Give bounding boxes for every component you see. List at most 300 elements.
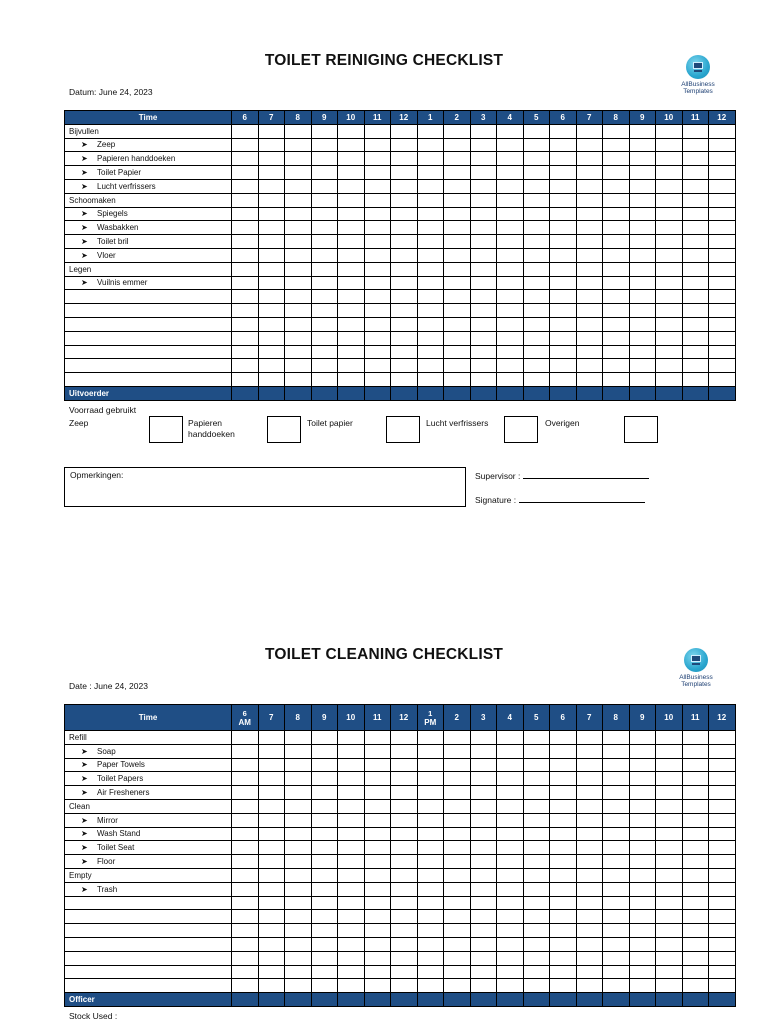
check-cell[interactable] [364, 799, 391, 813]
performer-cell[interactable] [709, 993, 736, 1007]
check-cell[interactable] [550, 910, 577, 924]
check-cell[interactable] [629, 758, 656, 772]
check-cell[interactable] [523, 221, 550, 235]
check-cell[interactable] [364, 290, 391, 304]
check-cell[interactable] [285, 951, 312, 965]
check-cell[interactable] [603, 882, 630, 896]
check-cell[interactable] [550, 331, 577, 345]
check-cell[interactable] [391, 124, 418, 138]
check-cell[interactable] [682, 235, 709, 249]
check-cell[interactable] [444, 262, 471, 276]
check-cell[interactable] [550, 193, 577, 207]
check-cell[interactable] [338, 276, 365, 290]
check-cell[interactable] [444, 786, 471, 800]
check-cell[interactable] [682, 979, 709, 993]
check-cell[interactable] [656, 965, 683, 979]
check-cell[interactable] [709, 951, 736, 965]
check-cell[interactable] [311, 868, 338, 882]
check-cell[interactable] [311, 138, 338, 152]
check-cell[interactable] [311, 799, 338, 813]
check-cell[interactable] [232, 937, 259, 951]
check-cell[interactable] [523, 786, 550, 800]
check-cell[interactable] [311, 813, 338, 827]
check-cell[interactable] [417, 924, 444, 938]
check-cell[interactable] [709, 373, 736, 387]
check-cell[interactable] [656, 262, 683, 276]
check-cell[interactable] [497, 882, 524, 896]
check-cell[interactable] [470, 841, 497, 855]
check-cell[interactable] [709, 166, 736, 180]
check-cell[interactable] [656, 758, 683, 772]
check-cell[interactable] [258, 786, 285, 800]
check-cell[interactable] [682, 951, 709, 965]
check-cell[interactable] [391, 924, 418, 938]
check-cell[interactable] [656, 235, 683, 249]
check-cell[interactable] [232, 758, 259, 772]
check-cell[interactable] [550, 207, 577, 221]
check-cell[interactable] [232, 317, 259, 331]
check-cell[interactable] [444, 979, 471, 993]
check-cell[interactable] [682, 345, 709, 359]
performer-cell[interactable] [523, 993, 550, 1007]
check-cell[interactable] [629, 772, 656, 786]
check-cell[interactable] [682, 896, 709, 910]
performer-cell[interactable] [656, 993, 683, 1007]
check-cell[interactable] [232, 799, 259, 813]
check-cell[interactable] [576, 166, 603, 180]
check-cell[interactable] [470, 179, 497, 193]
performer-cell[interactable] [311, 993, 338, 1007]
check-cell[interactable] [470, 290, 497, 304]
check-cell[interactable] [444, 924, 471, 938]
check-cell[interactable] [364, 331, 391, 345]
check-cell[interactable] [709, 813, 736, 827]
check-cell[interactable] [338, 221, 365, 235]
check-cell[interactable] [497, 758, 524, 772]
check-cell[interactable] [417, 166, 444, 180]
check-cell[interactable] [576, 304, 603, 318]
check-cell[interactable] [258, 373, 285, 387]
check-cell[interactable] [338, 758, 365, 772]
check-cell[interactable] [258, 965, 285, 979]
check-cell[interactable] [391, 841, 418, 855]
performer-cell[interactable] [629, 386, 656, 400]
check-cell[interactable] [656, 193, 683, 207]
check-cell[interactable] [497, 317, 524, 331]
check-cell[interactable] [417, 373, 444, 387]
check-cell[interactable] [603, 124, 630, 138]
performer-cell[interactable] [391, 993, 418, 1007]
check-cell[interactable] [311, 965, 338, 979]
check-cell[interactable] [285, 290, 312, 304]
check-cell[interactable] [285, 731, 312, 745]
check-cell[interactable] [311, 179, 338, 193]
check-cell[interactable] [550, 166, 577, 180]
check-cell[interactable] [603, 248, 630, 262]
check-cell[interactable] [497, 207, 524, 221]
check-cell[interactable] [444, 813, 471, 827]
check-cell[interactable] [497, 152, 524, 166]
check-cell[interactable] [285, 841, 312, 855]
check-cell[interactable] [709, 331, 736, 345]
check-cell[interactable] [232, 304, 259, 318]
check-cell[interactable] [682, 744, 709, 758]
check-cell[interactable] [629, 868, 656, 882]
check-cell[interactable] [232, 896, 259, 910]
check-cell[interactable] [603, 827, 630, 841]
check-cell[interactable] [417, 937, 444, 951]
check-cell[interactable] [285, 799, 312, 813]
check-cell[interactable] [550, 799, 577, 813]
check-cell[interactable] [391, 731, 418, 745]
check-cell[interactable] [682, 262, 709, 276]
check-cell[interactable] [232, 248, 259, 262]
check-cell[interactable] [576, 979, 603, 993]
check-cell[interactable] [338, 827, 365, 841]
check-cell[interactable] [576, 248, 603, 262]
check-cell[interactable] [470, 882, 497, 896]
check-cell[interactable] [258, 924, 285, 938]
check-cell[interactable] [444, 910, 471, 924]
check-cell[interactable] [258, 744, 285, 758]
check-cell[interactable] [232, 152, 259, 166]
check-cell[interactable] [391, 207, 418, 221]
performer-cell[interactable] [338, 993, 365, 1007]
stock-box-toilet-papier[interactable] [386, 416, 420, 443]
check-cell[interactable] [523, 841, 550, 855]
check-cell[interactable] [470, 979, 497, 993]
check-cell[interactable] [629, 152, 656, 166]
check-cell[interactable] [285, 924, 312, 938]
check-cell[interactable] [338, 331, 365, 345]
check-cell[interactable] [550, 965, 577, 979]
check-cell[interactable] [232, 138, 259, 152]
check-cell[interactable] [497, 965, 524, 979]
check-cell[interactable] [338, 193, 365, 207]
check-cell[interactable] [470, 331, 497, 345]
check-cell[interactable] [232, 207, 259, 221]
check-cell[interactable] [391, 193, 418, 207]
check-cell[interactable] [550, 248, 577, 262]
check-cell[interactable] [364, 124, 391, 138]
check-cell[interactable] [417, 758, 444, 772]
check-cell[interactable] [629, 799, 656, 813]
check-cell[interactable] [550, 373, 577, 387]
check-cell[interactable] [576, 221, 603, 235]
supervisor-field[interactable] [475, 470, 649, 481]
check-cell[interactable] [523, 799, 550, 813]
check-cell[interactable] [656, 345, 683, 359]
check-cell[interactable] [417, 868, 444, 882]
check-cell[interactable] [497, 373, 524, 387]
check-cell[interactable] [497, 248, 524, 262]
check-cell[interactable] [470, 345, 497, 359]
check-cell[interactable] [258, 799, 285, 813]
check-cell[interactable] [444, 731, 471, 745]
check-cell[interactable] [232, 910, 259, 924]
check-cell[interactable] [656, 359, 683, 373]
check-cell[interactable] [258, 276, 285, 290]
check-cell[interactable] [523, 827, 550, 841]
check-cell[interactable] [682, 124, 709, 138]
check-cell[interactable] [391, 304, 418, 318]
check-cell[interactable] [285, 772, 312, 786]
check-cell[interactable] [682, 248, 709, 262]
performer-cell[interactable] [470, 993, 497, 1007]
check-cell[interactable] [550, 924, 577, 938]
check-cell[interactable] [258, 772, 285, 786]
check-cell[interactable] [285, 221, 312, 235]
check-cell[interactable] [603, 193, 630, 207]
check-cell[interactable] [603, 896, 630, 910]
check-cell[interactable] [629, 317, 656, 331]
check-cell[interactable] [232, 882, 259, 896]
check-cell[interactable] [285, 276, 312, 290]
check-cell[interactable] [391, 910, 418, 924]
check-cell[interactable] [311, 924, 338, 938]
check-cell[interactable] [391, 359, 418, 373]
check-cell[interactable] [391, 345, 418, 359]
check-cell[interactable] [603, 262, 630, 276]
check-cell[interactable] [709, 731, 736, 745]
check-cell[interactable] [258, 317, 285, 331]
check-cell[interactable] [285, 896, 312, 910]
check-cell[interactable] [576, 937, 603, 951]
check-cell[interactable] [470, 152, 497, 166]
check-cell[interactable] [682, 193, 709, 207]
check-cell[interactable] [232, 951, 259, 965]
check-cell[interactable] [709, 758, 736, 772]
check-cell[interactable] [576, 813, 603, 827]
check-cell[interactable] [417, 799, 444, 813]
check-cell[interactable] [258, 910, 285, 924]
check-cell[interactable] [338, 855, 365, 869]
check-cell[interactable] [444, 359, 471, 373]
check-cell[interactable] [444, 290, 471, 304]
check-cell[interactable] [682, 152, 709, 166]
check-cell[interactable] [709, 152, 736, 166]
check-cell[interactable] [285, 813, 312, 827]
check-cell[interactable] [629, 841, 656, 855]
check-cell[interactable] [285, 207, 312, 221]
check-cell[interactable] [364, 235, 391, 249]
check-cell[interactable] [682, 855, 709, 869]
check-cell[interactable] [497, 138, 524, 152]
check-cell[interactable] [258, 731, 285, 745]
check-cell[interactable] [470, 304, 497, 318]
check-cell[interactable] [497, 193, 524, 207]
check-cell[interactable] [656, 855, 683, 869]
check-cell[interactable] [470, 937, 497, 951]
check-cell[interactable] [709, 799, 736, 813]
check-cell[interactable] [338, 896, 365, 910]
check-cell[interactable] [258, 813, 285, 827]
check-cell[interactable] [629, 290, 656, 304]
check-cell[interactable] [470, 799, 497, 813]
check-cell[interactable] [603, 924, 630, 938]
check-cell[interactable] [417, 786, 444, 800]
check-cell[interactable] [338, 813, 365, 827]
check-cell[interactable] [232, 924, 259, 938]
check-cell[interactable] [629, 138, 656, 152]
performer-cell[interactable] [364, 993, 391, 1007]
check-cell[interactable] [550, 744, 577, 758]
check-cell[interactable] [258, 290, 285, 304]
check-cell[interactable] [258, 124, 285, 138]
check-cell[interactable] [285, 855, 312, 869]
check-cell[interactable] [709, 896, 736, 910]
check-cell[interactable] [417, 193, 444, 207]
check-cell[interactable] [682, 731, 709, 745]
check-cell[interactable] [311, 758, 338, 772]
check-cell[interactable] [285, 910, 312, 924]
check-cell[interactable] [364, 855, 391, 869]
check-cell[interactable] [550, 882, 577, 896]
check-cell[interactable] [364, 772, 391, 786]
check-cell[interactable] [232, 868, 259, 882]
check-cell[interactable] [311, 772, 338, 786]
check-cell[interactable] [364, 193, 391, 207]
check-cell[interactable] [656, 221, 683, 235]
check-cell[interactable] [311, 221, 338, 235]
check-cell[interactable] [338, 373, 365, 387]
check-cell[interactable] [523, 855, 550, 869]
check-cell[interactable] [364, 896, 391, 910]
check-cell[interactable] [709, 979, 736, 993]
check-cell[interactable] [603, 731, 630, 745]
check-cell[interactable] [470, 317, 497, 331]
check-cell[interactable] [497, 276, 524, 290]
check-cell[interactable] [285, 965, 312, 979]
check-cell[interactable] [523, 896, 550, 910]
check-cell[interactable] [391, 965, 418, 979]
check-cell[interactable] [338, 207, 365, 221]
check-cell[interactable] [311, 744, 338, 758]
check-cell[interactable] [497, 841, 524, 855]
check-cell[interactable] [311, 262, 338, 276]
check-cell[interactable] [629, 979, 656, 993]
check-cell[interactable] [682, 317, 709, 331]
check-cell[interactable] [470, 827, 497, 841]
check-cell[interactable] [470, 813, 497, 827]
check-cell[interactable] [550, 345, 577, 359]
check-cell[interactable] [523, 924, 550, 938]
check-cell[interactable] [311, 166, 338, 180]
check-cell[interactable] [470, 276, 497, 290]
check-cell[interactable] [470, 166, 497, 180]
check-cell[interactable] [629, 262, 656, 276]
check-cell[interactable] [576, 124, 603, 138]
check-cell[interactable] [417, 207, 444, 221]
check-cell[interactable] [444, 373, 471, 387]
check-cell[interactable] [232, 786, 259, 800]
check-cell[interactable] [417, 304, 444, 318]
stock-box-lucht-verfrissers[interactable] [504, 416, 538, 443]
check-cell[interactable] [364, 910, 391, 924]
check-cell[interactable] [232, 345, 259, 359]
check-cell[interactable] [444, 138, 471, 152]
check-cell[interactable] [629, 786, 656, 800]
check-cell[interactable] [550, 979, 577, 993]
check-cell[interactable] [523, 868, 550, 882]
check-cell[interactable] [682, 910, 709, 924]
check-cell[interactable] [497, 868, 524, 882]
check-cell[interactable] [417, 179, 444, 193]
check-cell[interactable] [232, 731, 259, 745]
check-cell[interactable] [629, 179, 656, 193]
check-cell[interactable] [338, 166, 365, 180]
check-cell[interactable] [576, 262, 603, 276]
check-cell[interactable] [311, 331, 338, 345]
check-cell[interactable] [364, 317, 391, 331]
check-cell[interactable] [285, 345, 312, 359]
check-cell[interactable] [497, 290, 524, 304]
check-cell[interactable] [682, 799, 709, 813]
check-cell[interactable] [523, 772, 550, 786]
check-cell[interactable] [629, 166, 656, 180]
check-cell[interactable] [550, 290, 577, 304]
check-cell[interactable] [523, 813, 550, 827]
check-cell[interactable] [550, 317, 577, 331]
performer-cell[interactable] [629, 993, 656, 1007]
check-cell[interactable] [391, 882, 418, 896]
performer-cell[interactable] [338, 386, 365, 400]
check-cell[interactable] [258, 221, 285, 235]
check-cell[interactable] [417, 124, 444, 138]
performer-cell[interactable] [232, 386, 259, 400]
check-cell[interactable] [311, 855, 338, 869]
check-cell[interactable] [364, 744, 391, 758]
check-cell[interactable] [391, 166, 418, 180]
check-cell[interactable] [709, 841, 736, 855]
check-cell[interactable] [285, 868, 312, 882]
check-cell[interactable] [338, 304, 365, 318]
check-cell[interactable] [470, 193, 497, 207]
check-cell[interactable] [444, 317, 471, 331]
check-cell[interactable] [391, 813, 418, 827]
check-cell[interactable] [682, 207, 709, 221]
check-cell[interactable] [497, 910, 524, 924]
check-cell[interactable] [682, 304, 709, 318]
check-cell[interactable] [444, 855, 471, 869]
check-cell[interactable] [629, 248, 656, 262]
check-cell[interactable] [629, 731, 656, 745]
check-cell[interactable] [709, 276, 736, 290]
check-cell[interactable] [709, 207, 736, 221]
check-cell[interactable] [311, 731, 338, 745]
check-cell[interactable] [417, 152, 444, 166]
check-cell[interactable] [364, 841, 391, 855]
check-cell[interactable] [682, 786, 709, 800]
check-cell[interactable] [497, 235, 524, 249]
check-cell[interactable] [338, 235, 365, 249]
check-cell[interactable] [656, 772, 683, 786]
check-cell[interactable] [258, 758, 285, 772]
check-cell[interactable] [550, 179, 577, 193]
check-cell[interactable] [523, 979, 550, 993]
check-cell[interactable] [629, 331, 656, 345]
check-cell[interactable] [417, 731, 444, 745]
check-cell[interactable] [550, 304, 577, 318]
check-cell[interactable] [709, 827, 736, 841]
check-cell[interactable] [550, 276, 577, 290]
check-cell[interactable] [656, 276, 683, 290]
check-cell[interactable] [576, 235, 603, 249]
check-cell[interactable] [603, 910, 630, 924]
check-cell[interactable] [232, 290, 259, 304]
check-cell[interactable] [364, 786, 391, 800]
performer-cell[interactable] [285, 993, 312, 1007]
